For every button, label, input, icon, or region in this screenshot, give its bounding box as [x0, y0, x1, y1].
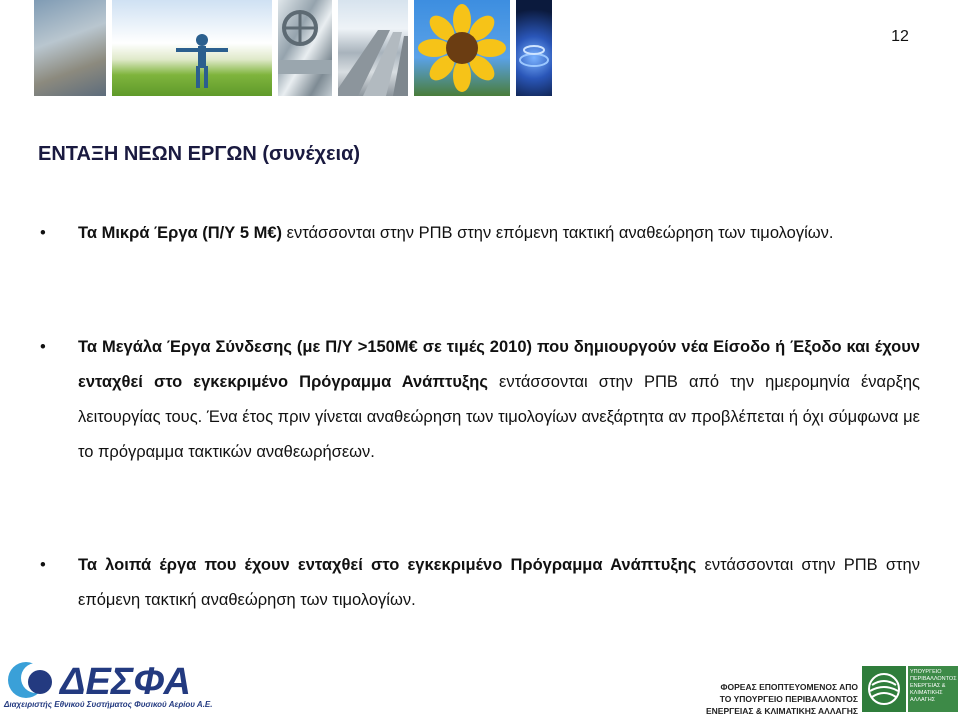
bullet-small-projects: [40, 216, 920, 251]
bullet-bold-text: Τα Μικρά Έργα (Π/Υ 5 Μ€): [78, 224, 282, 242]
bullet-other-projects: [40, 548, 920, 618]
bullet-text: [78, 548, 920, 618]
ministry-line: ΑΛΛΑΓΗΣ: [910, 697, 936, 703]
child-figure-icon: [112, 0, 272, 96]
header-photo-strip: [34, 0, 552, 96]
authority-line: ΤΟ ΥΠΟΥΡΓΕΙΟ ΠΕΡΙΒΑΛΛΟΝΤΟΣ: [719, 694, 858, 704]
photo-child-in-field: [112, 0, 272, 96]
authority-line: ΕΝΕΡΓΕΙΑΣ & ΚΛΙΜΑΤΙΚΗΣ ΑΛΛΑΓΗΣ: [705, 706, 858, 716]
bullet-plain-text: εντάσσονται στην ΡΠΒ στην επόμενη τακτική αναθεώρηση των τιμολογίων.: [78, 556, 920, 609]
photo-pipelines: [338, 0, 408, 96]
bullet-large-projects: [40, 330, 920, 470]
bullet-marker: •: [40, 224, 46, 242]
desfa-logo-text: ΔΕΣΦΑ: [60, 661, 191, 703]
ministry-logo: [908, 666, 958, 712]
ministry-line: ΥΠΟΥΡΓΕΙΟ: [910, 669, 942, 675]
pipeline-icon: [338, 0, 408, 96]
supervising-authority-text: [703, 681, 858, 717]
ministry-emblem-icon: [862, 666, 906, 712]
bullet-bold-text: Τα Μεγάλα Έργα Σύνδεσης (με Π/Υ >150Μ€ σε τιμές 2010) που δημιουργούν νέα Είσοδο ή Έξοδο και έχουν ενταχθεί στο εγκεκριμένο Πρόγραμμα Ανάπτυξης: [78, 338, 920, 391]
slide-title: ΕΝΤΑΞΗ ΝΕΩΝ ΕΡΓΩΝ (συνέχεια): [38, 143, 361, 165]
photo-gas-flame: [516, 0, 552, 96]
desfa-logo-subtitle: Διαχειριστής Εθνικού Συστήματος Φυσικού Αερίου Α.Ε.: [4, 700, 213, 709]
bullet-bold-text: Τα λοιπά έργα που έχουν ενταχθεί στο εγκεκριμένο Πρόγραμμα Ανάπτυξης: [78, 556, 697, 574]
ministry-line: ΚΛΙΜΑΤΙΚΗΣ: [910, 690, 943, 696]
bullet-text: [78, 216, 920, 251]
bullet-plain-text: εντάσσονται στην ΡΠΒ στην επόμενη τακτική αναθεώρηση των τιμολογίων.: [282, 224, 834, 242]
bullet-marker: •: [40, 338, 46, 356]
flame-icon: [516, 0, 552, 96]
bullet-marker: •: [40, 556, 46, 574]
photo-terminal-aerial: [34, 0, 106, 96]
page-number: 12: [891, 28, 909, 45]
sunflower-icon: [414, 0, 510, 96]
bullet-plain-text: εντάσσονται στην ΡΠΒ από την ημερομηνία έναρξης λειτουργίας τους. Ένα έτος πριν γίνεται αναθεώρηση των τιμολογίων ανεξάρτητα αν προβλέπεται ή όχι σύμφωνα με το πρόγραμμα τακτικών αναθεωρήσεων.: [78, 373, 920, 461]
bullet-text: [78, 330, 920, 470]
valve-icon: [278, 0, 332, 96]
authority-line: ΦΟΡΕΑΣ ΕΠΟΠΤΕΥΟΜΕΝΟΣ ΑΠΟ: [720, 682, 858, 692]
photo-pipe-valve: [278, 0, 332, 96]
ministry-line: ΕΝΕΡΓΕΙΑΣ &: [910, 683, 946, 689]
ministry-line: ΠΕΡΙΒΑΛΛΟΝΤΟΣ: [910, 676, 957, 682]
photo-sunflower: [414, 0, 510, 96]
